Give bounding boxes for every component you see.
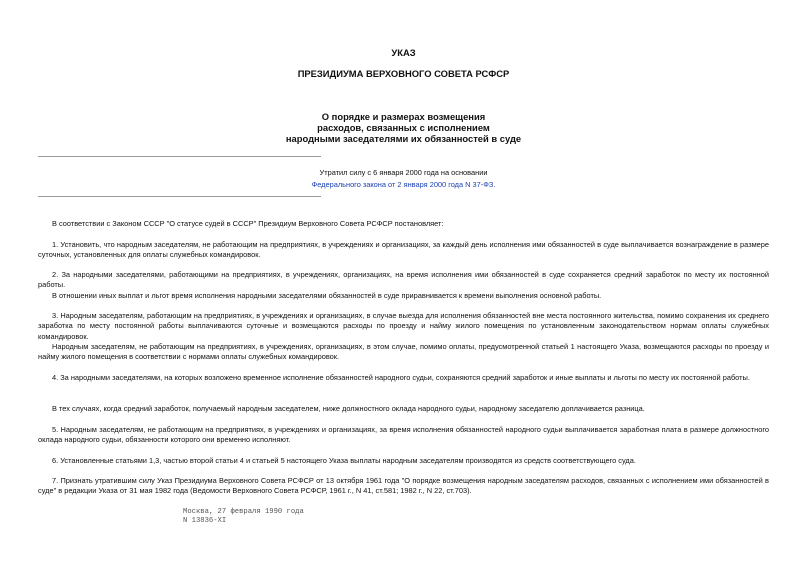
subject-line-1: О порядке и размерах возмещения	[321, 111, 486, 122]
paragraph-4-part-2: В тех случаях, когда средний заработок, получаемый народным заседателем, ниже должностного оклада народного судьи, народному заседателю доплачивается разница.	[52, 404, 645, 413]
subject-line-2: расходов, связанных с исполнением	[317, 122, 490, 133]
paragraph-3-part-2: Народным заседателям, не работающим на предприятиях, в учреждениях, организациях, в этом случае, помимо оплаты, предусмотренной статьей 1 настоящего Указа, возмещаются расходы по проезду и найму жилого помещения в соответствии с нормами оплаты служебных командировок.	[38, 342, 769, 362]
paragraph-2: 2. За народными заседателями, работающими на предприятиях, в учреждениях, организациях, на время исполнения ими обязанностей в суде сохраняется средний заработок по месту их постоянной работы.	[38, 270, 769, 290]
divider-top	[38, 156, 321, 157]
signature-place-date: Москва, 27 февраля 1990 года	[183, 508, 304, 516]
paragraph-1: 1. Установить, что народным заседателям, не работающим на предприятиях, в учреждениях и организациях, за каждый день исполнения ими обязанностей в суде выплачивается вознаграждение в размере суточных, установленных для оплаты служебных командировок.	[38, 240, 769, 260]
paragraph-6: 6. Установленные статьями 1,3, частью второй статьи 4 и статьей 5 настоящего Указа выплаты народным заседателям производятся из средств соответствующего суда.	[52, 456, 636, 465]
document-title: УКАЗ	[391, 47, 416, 58]
divider-bottom	[38, 196, 321, 197]
repeal-law-link[interactable]: Федерального закона от 2 января 2000 года N 37-ФЗ.	[311, 180, 496, 189]
status-link-line	[200, 179, 607, 191]
paragraph-4: 4. За народными заседателями, на которых возложено временное исполнение обязанностей народного судьи, сохраняются средний заработок и иные выплаты и льготы по месту их постоянной работы.	[52, 373, 750, 382]
paragraph-3: 3. Народным заседателям, работающим на предприятиях, в учреждениях и организациях, в случае выезда для исполнения обязанностей вне места постоянного жительства, помимо сохранения их среднего заработка по месту постоянной работы выплачиваются суточные и возмещаются расходы по проезду и найму жилого помещения по установленным законодательством нормам оплаты служебных командировок.	[38, 311, 769, 341]
paragraph-7: 7. Признать утратившим силу Указ Президиума Верховного Совета РСФСР от 13 октября 1961 года "О порядке возмещения народным заседателям расходов, связанных с исполнением ими обязанностей в суде" в редакции Указа от 31 мая 1982 года (Ведомости Верховного Совета РСФСР, 1961 г., N 41, ст.581; 1982 г., N 22, ст.703).	[38, 476, 769, 496]
subject-line-3: народными заседателями их обязанностей в суде	[285, 133, 522, 144]
paragraph-5: 5. Народным заседателям, не работающим на предприятиях, в учреждениях и организациях, за время исполнения обязанностей народного судьи выплачивается заработная плата в размере должностного оклада народного судьи, обязанности которого они временно исполняют.	[38, 425, 769, 445]
signature-number: N 13836-XI	[183, 517, 227, 525]
issuing-authority: ПРЕЗИДИУМА ВЕРХОВНОГО СОВЕТА РСФСР	[297, 68, 510, 79]
paragraph-2-part-2: В отношении иных выплат и льгот время исполнения народными заседателями обязанностей в суде приравнивается к времени выполнения основной работы.	[52, 291, 602, 300]
paragraph-preamble: В соответствии с Законом СССР "О статусе судей в СССР" Президиум Верховного Совета РСФСР постановляет:	[52, 219, 444, 228]
status-note: Утратил силу с 6 января 2000 года на основании	[319, 168, 488, 177]
